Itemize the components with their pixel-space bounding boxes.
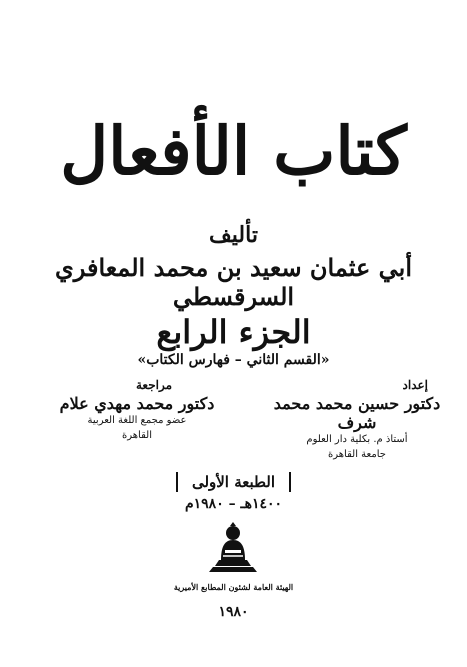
preparation-block — [272, 378, 442, 461]
reviewer-name: دكتور محمد مهدي علام — [59, 394, 215, 413]
preparer-affiliation-line: جامعة القاهرة — [328, 448, 386, 460]
preparation-label: إعداد — [402, 378, 428, 392]
publisher-name: الهيئة العامة لشئون المطابع الأميرية — [173, 582, 294, 592]
review-block — [52, 378, 222, 442]
edition-label: الطبعة الأولى — [176, 472, 291, 492]
edition-block — [0, 472, 467, 512]
volume-title: الجزء الرابع — [156, 313, 311, 351]
publisher-logo-icon — [203, 520, 263, 576]
publication-year: ١٩٨٠ — [218, 604, 249, 620]
section-subtitle: «القسم الثاني – فهارس الكتاب» — [137, 352, 330, 368]
preparer-affiliation-line: أستاذ م. بكلية دار العلوم — [306, 434, 408, 445]
preparer-name: دكتور حسين محمد محمد شرف — [273, 394, 441, 432]
review-label: مراجعة — [135, 378, 172, 392]
author-name: أبي عثمان سعيد بن محمد المعافري السرقسطي — [54, 253, 413, 311]
edition-years: ١٤٠٠هـ – ١٩٨٠م — [184, 496, 283, 512]
reviewer-affiliation-line: عضو مجمع اللغة العربية — [87, 415, 187, 426]
authorship-label: تأليف — [209, 222, 258, 248]
reviewer-affiliation-line: القاهرة — [122, 429, 152, 441]
book-title: كتاب الأفعال — [60, 112, 407, 190]
